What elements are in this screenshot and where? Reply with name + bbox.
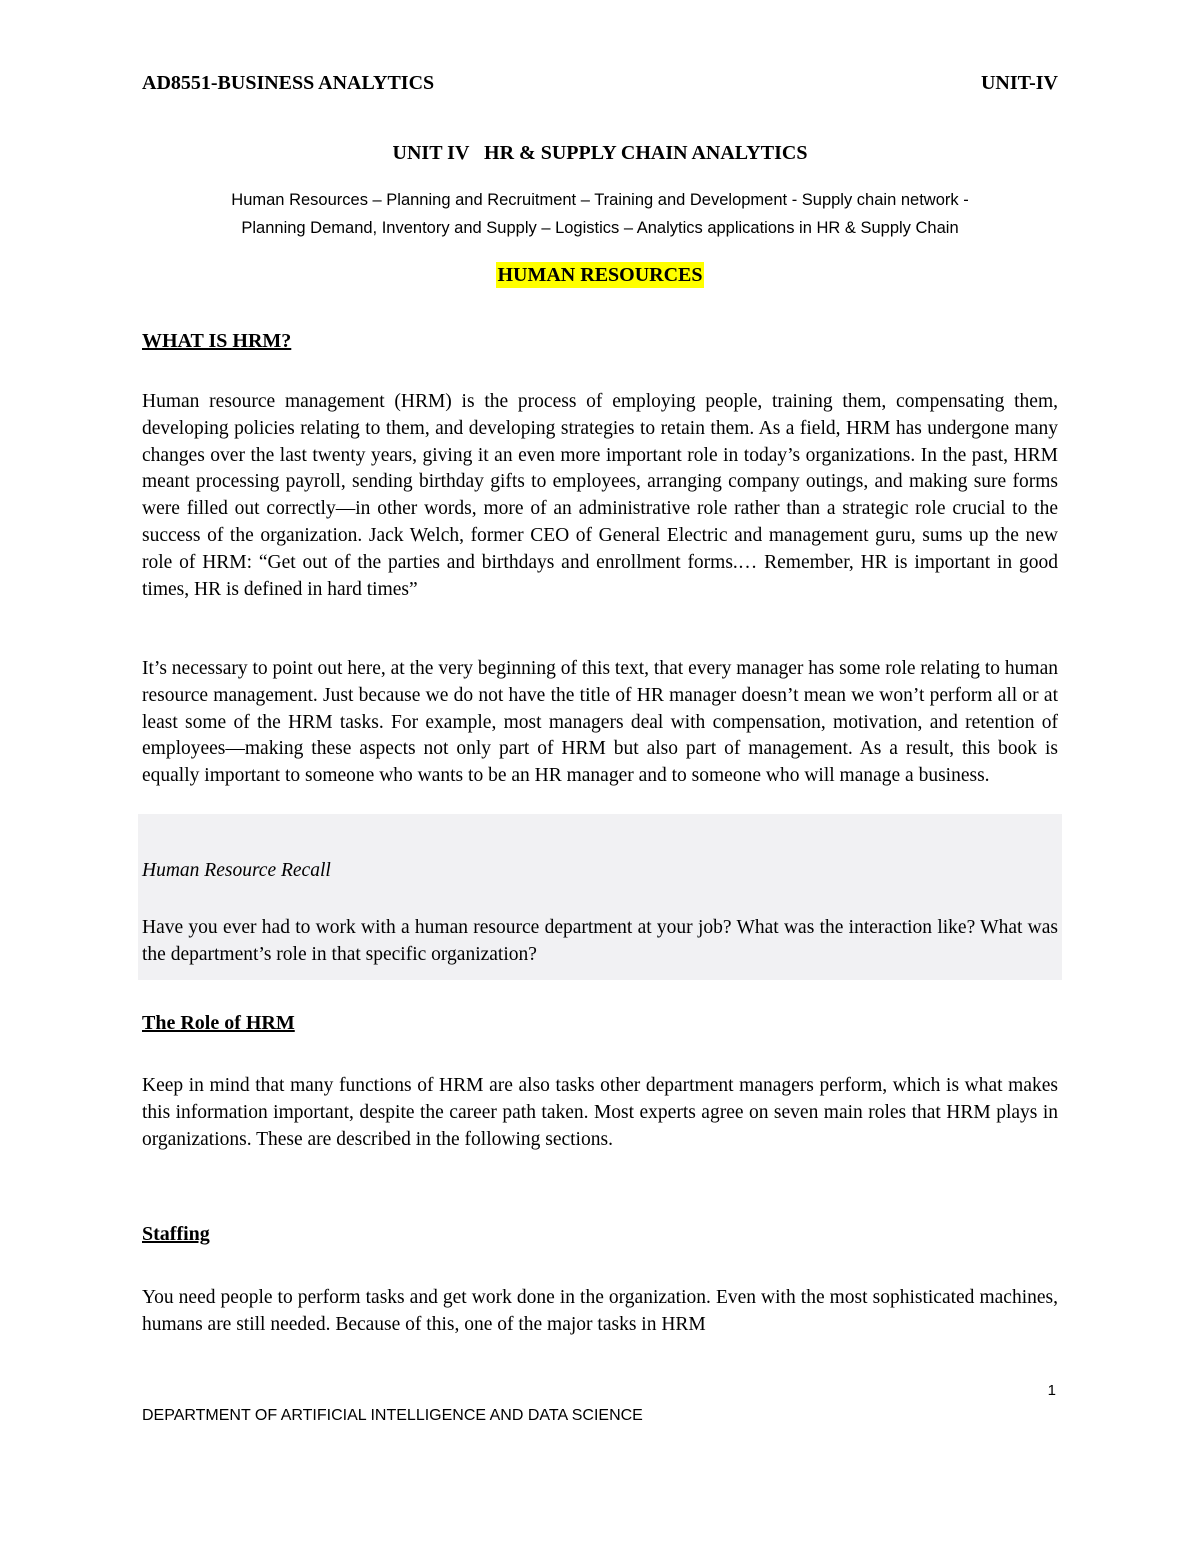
paragraph-staffing: You need people to perform tasks and get work done in the organization. Even with the most sophisticated machines, humans are still needed. Because of this, one of the major tasks in HRM	[142, 1287, 1058, 1335]
heading-role-of-hrm: The Role of HRM	[142, 1012, 295, 1034]
heading-staffing: Staffing	[142, 1223, 210, 1245]
paragraph-role-of-hrm: Keep in mind that many functions of HRM are also tasks other department managers perform, which is what makes this information important, despite the career path taken. Most experts agree on seven main roles that HRM plays in organizations. These are described in the following sections.	[142, 1075, 1058, 1150]
section-title	[142, 264, 1058, 287]
footer-department: DEPARTMENT OF ARTIFICIAL INTELLIGENCE AND DATA SCIENCE	[142, 1407, 643, 1424]
unit-title: UNIT IV HR & SUPPLY CHAIN ANALYTICS	[392, 142, 808, 164]
header-course-code: AD8551-BUSINESS ANALYTICS	[142, 72, 435, 94]
syllabus-topics	[142, 186, 1058, 242]
syllabus-line-1: Human Resources – Planning and Recruitment – Training and Development - Supply chain network -	[231, 191, 969, 209]
heading-what-is-hrm: WHAT IS HRM?	[142, 330, 292, 352]
page-number: 1	[1047, 1382, 1056, 1399]
paragraph-manager-role: It’s necessary to point out here, at the very beginning of this text, that every manager has some role relating to human resource management. Just because we do not have the title of HR manager doesn’t mean we won’t perform all or at least some of the HRM tasks. For example, most managers deal with compensation, motivation, and retention of employees—making these aspects not only part of HRM but also part of management. As a result, this book is equally important to someone who wants to be an HR manager and to someone who will manage a business.	[142, 658, 1058, 787]
recall-title: Human Resource Recall	[142, 860, 331, 881]
section-title-highlight: HUMAN RESOURCES	[497, 264, 703, 286]
paragraph-hrm-definition: Human resource management (HRM) is the process of employing people, training them, compensating them, developing policies relating to them, and developing strategies to retain them. As a field, HRM has undergone many changes over the last twenty years, giving it an even more important role in today’s organizations. In the past, HRM meant processing payroll, sending birthday gifts to employees, arranging company outings, and making sure forms were filled out correctly—in other words, more of an administrative role rather than a strategic role crucial to the success of the organization. Jack Welch, former CEO of General Electric and management guru, sums up the new role of HRM: “Get out of the parties and birthdays and enrollment forms.… Remember, HR is important in good times, HR is defined in hard times”	[142, 391, 1058, 600]
syllabus-line-2: Planning Demand, Inventory and Supply – Logistics – Analytics applications in HR & Supply Chain	[241, 219, 959, 237]
recall-question: Have you ever had to work with a human resource department at your job? What was the interaction like? What was the department’s role in that specific organization?	[142, 917, 1058, 965]
header-unit: UNIT-IV	[980, 72, 1058, 94]
